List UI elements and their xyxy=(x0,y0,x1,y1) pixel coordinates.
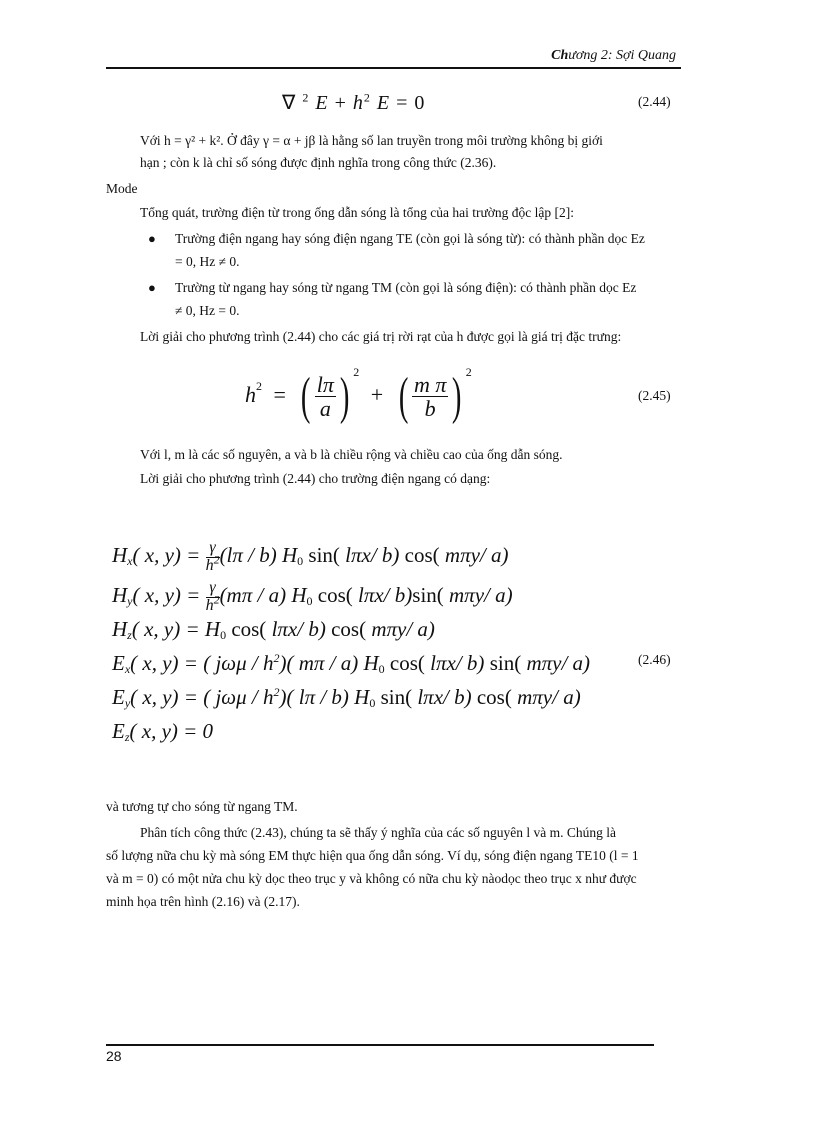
bullet-2-line-2: ≠ 0, Hz = 0. xyxy=(175,303,240,318)
equation-2-44: ∇ $^2$ $E + h^2$ E = 0 xyxy=(282,90,426,114)
paragraph-7-line-3: và m = 0) có một nửa chu kỳ dọc theo trục y và không có nữa chu kỳ nàodọc theo trục x như được xyxy=(106,871,637,886)
footer-rule xyxy=(106,1044,654,1046)
equation-hy: $H_y$( x, y) = $\frac{\gamma}{h^2}$ (mπ / a) $H_0$ cos( lπx/ b)sin( mπy/ a) xyxy=(112,578,513,614)
equation-number-2-46: (2.46) xyxy=(638,652,671,667)
paragraph-7-line-2: số lượng nữa chu kỳ mà sóng EM thực hiện qua ống dẫn sóng. Ví dụ, sóng điện ngang TE10 (l = 1 xyxy=(106,848,639,863)
header-chapter-rest: ương 2: Sợi Quang xyxy=(568,48,676,63)
header-rule xyxy=(106,67,681,69)
paragraph-7-line-4: minh họa trên hình (2.16) và (2.17). xyxy=(106,894,300,909)
paragraph-3: Lời giải cho phương trình (2.44) cho các giá trị rời rạt của h được gọi là giá trị đặc trưng: xyxy=(140,329,622,344)
equation-2-46 xyxy=(112,538,652,748)
paragraph-4: Với l, m là các số nguyên, a và b là chiều rộng và chiều cao của ống dẫn sóng. xyxy=(140,447,563,462)
paragraph-7-line-1: Phân tích công thức (2.43), chúng ta sẽ thấy ý nghĩa của các số nguyên l và m. Chúng là xyxy=(140,825,616,840)
equation-ey: $E_y$( x, y) = ( jωμ / $h^2$)( lπ / b) $H_0$ sin( lπx/ b) cos( mπy/ a) xyxy=(112,685,581,710)
bullet-icon: ● xyxy=(148,280,156,295)
equation-hx: $H_x$( x, y) = $\frac{\gamma}{h^2}$ (lπ / b) $H_0$ sin( lπx/ b) cos( mπy/ a) xyxy=(112,538,509,574)
equation-ez: $E_z$( x, y) = 0 xyxy=(112,719,214,744)
bullet-1-line-2: = 0, Hz ≠ 0. xyxy=(175,254,240,269)
equation-2-45: $h^2$ = ( $\frac{l\pi}{a}$ ) $^2$ + ( $\frac{\text{m π}}{b}$ ) $^2$ xyxy=(245,365,472,425)
paragraph-1-line-1: Với h = γ² + k². Ở đây γ = α + jβ là hằng số lan truyền trong môi trường không bị giới xyxy=(140,133,603,148)
page-number: 28 xyxy=(106,1048,122,1064)
paragraph-5: Lời giải cho phương trình (2.44) cho trường điện ngang có dạng: xyxy=(140,471,491,486)
bullet-1-line-1: Trường điện ngang hay sóng điện ngang TE (còn gọi là sóng từ): có thành phần dọc Ez xyxy=(175,231,645,246)
header-chapter-prefix: Ch xyxy=(551,48,569,63)
bullet-icon: ● xyxy=(148,231,156,246)
mode-heading: Mode xyxy=(106,181,138,196)
equation-number-2-45: (2.45) xyxy=(638,388,671,403)
equation-hz: $H_z$( x, $y) = H_0$ cos( lπx/ b) cos( mπy/ a) xyxy=(112,617,435,642)
paragraph-6: và tương tự cho sóng từ ngang TM. xyxy=(106,799,298,814)
equation-number-2-44: (2.44) xyxy=(638,94,671,109)
paragraph-1-line-2: hạn ; còn k là chỉ số sóng được định nghĩa trong công thức (2.36). xyxy=(140,155,497,170)
bullet-2-line-1: Trường từ ngang hay sóng từ ngang TM (còn gọi là sóng điện): có thành phần dọc Ez xyxy=(175,280,637,295)
running-header xyxy=(551,48,676,64)
equation-ex: $E_x$( x, y) = ( jωμ / $h^2$)( mπ / a) $H_0$ cos( lπx/ b) sin( mπy/ a) xyxy=(112,651,591,676)
paragraph-2: Tổng quát, trường điện từ trong ống dẫn sóng là tổng của hai trường độc lập [2]: xyxy=(140,205,575,220)
